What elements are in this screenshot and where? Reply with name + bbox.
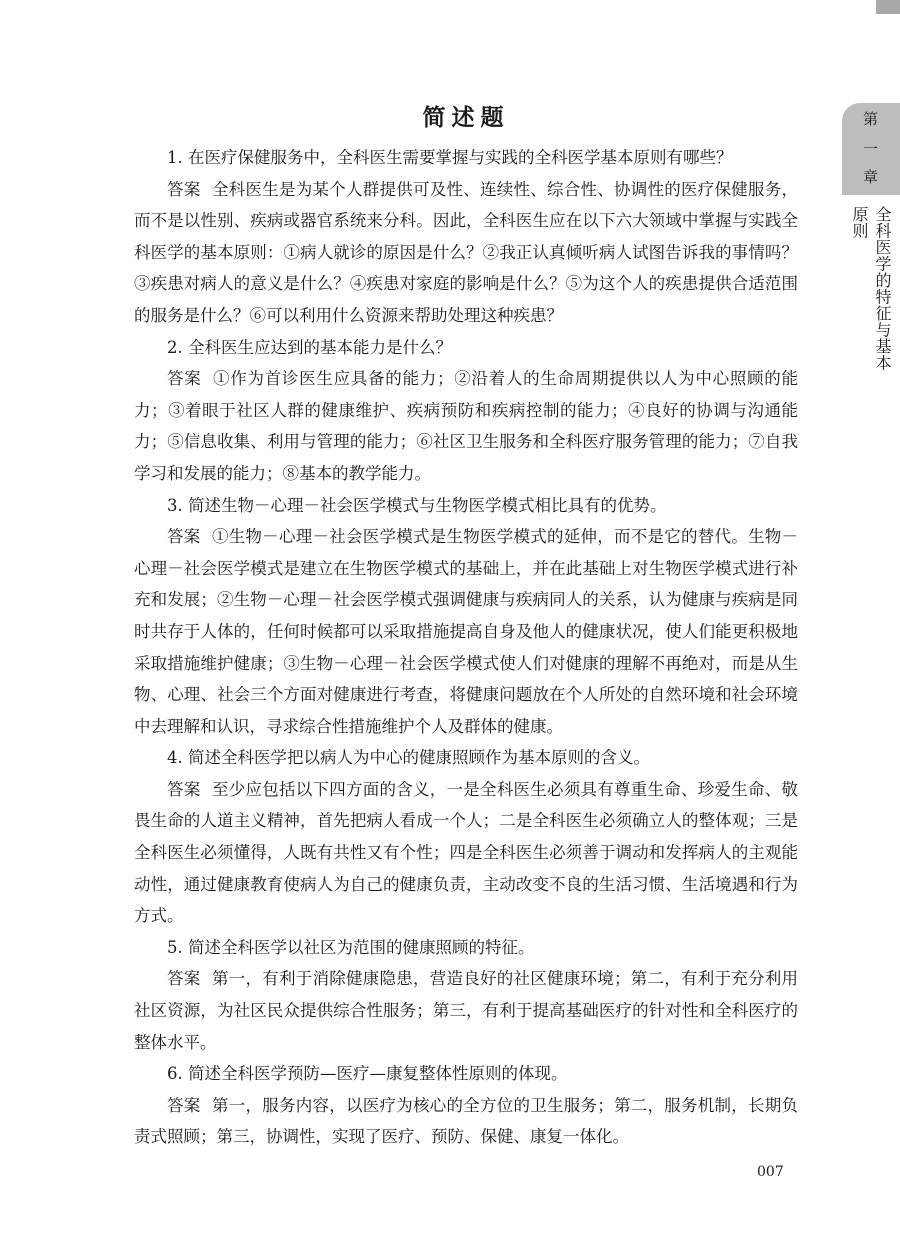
answer-text: 第一，有利于消除健康隐患，营造良好的社区健康环境；第二，有利于充分利用社区资源，为社区民众提供综合性服务；第三，有利于提高基础医疗的针对性和全科医疗的整体水平。 xyxy=(134,969,799,1052)
chapter-tab-char: 第 xyxy=(863,110,879,128)
answer-paragraph xyxy=(134,1090,798,1153)
question-text: 2. 全科医生应达到的基本能力是什么？ xyxy=(167,337,452,357)
page-content xyxy=(134,102,798,1153)
answer-label: 答案 xyxy=(167,527,201,547)
qa-item xyxy=(134,332,798,490)
answer-label: 答案 xyxy=(167,969,201,989)
answer-label: 答案 xyxy=(167,369,202,389)
qa-item xyxy=(134,142,798,332)
answer-label: 答案 xyxy=(167,1095,201,1115)
qa-item xyxy=(134,490,798,743)
answer-label: 答案 xyxy=(167,779,201,799)
answer-label: 答案 xyxy=(167,179,201,199)
question-text: 3. 简述生物－心理－社会医学模式与生物医学模式相比具有的优势。 xyxy=(167,495,667,515)
answer-text: 全科医生是为某个人群提供可及性、连续性、综合性、协调性的医疗保健服务，而不是以性别、疾病或器官系统来分科。因此，全科医生应在以下六大领域中掌握与实践全科医学的基本原则：①病人就诊的原因是什么？②我正认真倾听病人试图告诉我的事情吗？③疾患对病人的意义是什么？④疾患对家庭的影响是什么？⑤为这个人的疾患提供合适范围的服务是什么？⑥可以利用什么资源来帮助处理这种疾患？ xyxy=(134,179,799,325)
chapter-tab xyxy=(842,103,900,195)
qa-item xyxy=(134,1058,798,1153)
answer-text: ①生物－心理－社会医学模式是生物医学模式的延伸，而不是它的替代。生物－心理－社会医学模式是建立在生物医学模式的基础上，并在此基础上对生物医学模式进行补充和发展；②生物－心理－社会医学模式强调健康与疾病同人的关系，认为健康与疾病是同时共存于人体的，任何时候都可以采取措施提高自身及他人的健康状况，使人们能更积极地采取措施维护健康；③生物－心理－社会医学模式使人们对健康的理解不再绝对，而是从生物、心理、社会三个方面对健康进行考查，将健康问题放在个人所处的自然环境和社会环境中去理解和认识，寻求综合性措施维护个人及群体的健康。 xyxy=(134,527,799,736)
chapter-tab-char: 一 xyxy=(863,140,879,158)
chapter-side-title: 全科医学的特征与基本原则 xyxy=(850,206,892,371)
question-text: 4. 简述全科医学把以病人为中心的健康照顾作为基本原则的含义。 xyxy=(167,748,650,768)
answer-paragraph xyxy=(134,774,798,932)
answer-paragraph xyxy=(134,363,798,489)
answer-text: 第一，服务内容，以医疗为核心的全方位的卫生服务；第二，服务机制，长期负责式照顾；第三，协调性，实现了医疗、预防、保健、康复一体化。 xyxy=(134,1095,799,1147)
corner-mark xyxy=(876,0,900,14)
section-title: 简述题 xyxy=(422,104,510,131)
answer-paragraph xyxy=(134,521,798,742)
chapter-tab-char: 章 xyxy=(863,168,879,186)
question-text: 5. 简述全科医学以社区为范围的健康照顾的特征。 xyxy=(167,937,535,957)
page-number: 007 xyxy=(757,1164,784,1180)
question-text: 1. 在医疗保健服务中，全科医生需要掌握与实践的全科医学基本原则有哪些？ xyxy=(167,148,733,167)
answer-text: 至少应包括以下四方面的含义，一是全科医生必须具有尊重生命、珍爱生命、敬畏生命的人道主义精神，首先把病人看成一个人；二是全科医生必须确立人的整体观；三是全科医生必须懂得，人既有共性又有个性；四是全科医生必须善于调动和发挥病人的主观能动性，通过健康教育使病人为自己的健康负责，主动改变不良的生活习惯、生活境遇和行为方式。 xyxy=(134,779,799,926)
qa-item xyxy=(134,742,798,932)
answer-paragraph xyxy=(134,963,798,1058)
answer-text: ①作为首诊医生应具备的能力；②沿着人的生命周期提供以人为中心照顾的能力；③着眼于社区人群的健康维护、疾病预防和疾病控制的能力；④良好的协调与沟通能力；⑤信息收集、利用与管理的能力；⑥社区卫生服务和全科医疗服务管理的能力；⑦自我学习和发展的能力；⑧基本的教学能力。 xyxy=(134,369,799,483)
question-text: 6. 简述全科医学预防—医疗—康复整体性原则的体现。 xyxy=(167,1064,568,1084)
answer-paragraph xyxy=(134,174,798,332)
qa-item xyxy=(134,932,798,1058)
